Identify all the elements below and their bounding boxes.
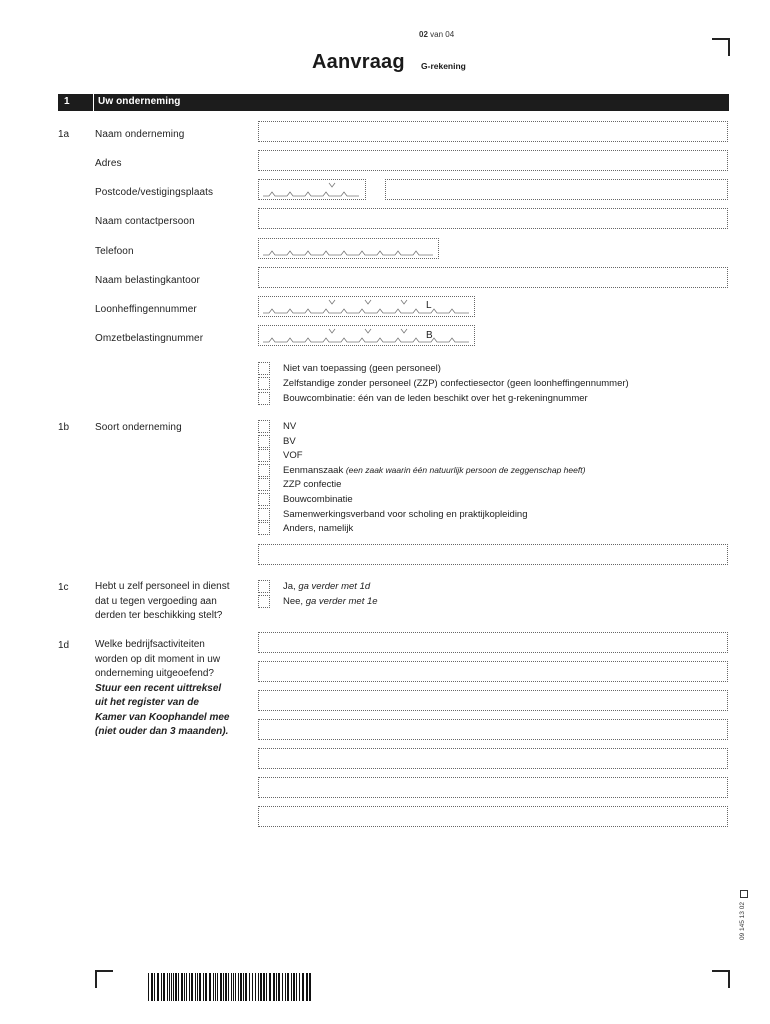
label-contactpersoon: Naam contactpersoon [95, 216, 195, 227]
kvk-note-line-1: Stuur een recent uittreksel [95, 682, 222, 694]
barcode-bar [238, 973, 239, 1001]
label-personeel-line-3: derden ter beschikking stelt? [95, 610, 223, 621]
barcode-bar [273, 973, 275, 1001]
barcode-bar [233, 973, 234, 1001]
page-title: Aanvraag [312, 51, 405, 73]
loonheffingennummer-field[interactable] [258, 296, 475, 317]
barcode-bar [245, 973, 247, 1001]
checkbox-nee[interactable] [258, 595, 270, 608]
barcode-bar [163, 973, 165, 1001]
question-number-1a: 1a [58, 129, 70, 140]
option-zzp-confectie: ZZP confectie [283, 479, 342, 490]
barcode [148, 973, 314, 1001]
checkbox-bouwcombinatie[interactable] [258, 493, 270, 506]
barcode-bar [199, 973, 201, 1001]
omzetbelastingnummer-field[interactable] [258, 325, 475, 346]
omzet-letter: B [426, 330, 433, 341]
section-number: 1 [64, 96, 70, 107]
barcode-bar [269, 973, 271, 1001]
checkbox-zzp[interactable] [258, 377, 270, 390]
barcode-bar [306, 973, 308, 1001]
label-bedrijfsactiviteiten [95, 638, 260, 740]
barcode-bar [220, 973, 222, 1001]
barcode-bar [243, 973, 244, 1001]
question-number-1d: 1d [58, 640, 70, 651]
option-eenmanszaak-note: (een zaak waarin één natuurlijk persoon de zeggenschap heeft) [345, 465, 586, 475]
barcode-bar [203, 973, 204, 1001]
barcode-bar [252, 973, 253, 1001]
telefoon-segments [259, 239, 438, 258]
barcode-bar [282, 973, 283, 1001]
barcode-bar [276, 973, 277, 1001]
side-form-code: 09 145 13 02 [739, 902, 746, 940]
barcode-bar [302, 973, 304, 1001]
postcode-field[interactable] [258, 179, 366, 200]
loonheffing-segments [259, 297, 474, 316]
barcode-bar [223, 973, 224, 1001]
barcode-bar [296, 973, 297, 1001]
omzet-segments [259, 326, 474, 345]
corner-mark-bottom-right [712, 970, 730, 988]
barcode-bar [209, 973, 211, 1001]
vestigingsplaats-field[interactable] [385, 179, 728, 200]
option-ja [283, 581, 370, 592]
checkbox-nv[interactable] [258, 420, 270, 433]
option-nee-text: Nee, [283, 596, 304, 607]
barcode-bar [154, 973, 155, 1001]
barcode-bar [197, 973, 198, 1001]
label-activiteiten-line-1: Welke bedrijfsactiviteiten [95, 639, 205, 650]
barcode-bar [148, 973, 149, 1001]
option-ja-text: Ja, [283, 581, 296, 592]
barcode-bar [171, 973, 172, 1001]
barcode-bar [228, 973, 229, 1001]
label-activiteiten-line-2: worden op dit moment in uw [95, 653, 221, 665]
section-divider [93, 94, 94, 111]
page-total: 04 [445, 30, 455, 39]
label-telefoon: Telefoon [95, 246, 134, 257]
question-number-1b: 1b [58, 422, 70, 433]
option-niet-van-toepassing: Niet van toepassing (geen personeel) [283, 363, 441, 374]
barcode-bar [151, 973, 153, 1001]
barcode-bar [291, 973, 292, 1001]
barcode-bar [175, 973, 177, 1001]
kvk-note-line-2: uit het register van de [95, 697, 199, 708]
barcode-bar [205, 973, 207, 1001]
section-header [58, 94, 729, 111]
label-activiteiten-line-3: onderneming uitgeoefend? [95, 668, 214, 679]
activiteiten-field-3[interactable] [258, 690, 728, 711]
barcode-bar [266, 973, 267, 1001]
barcode-bar [263, 973, 265, 1001]
barcode-bar [255, 973, 256, 1001]
checkbox-zzp-confectie[interactable] [258, 478, 270, 491]
barcode-bar [299, 973, 300, 1001]
contactpersoon-field[interactable] [258, 208, 728, 229]
checkbox-bv[interactable] [258, 435, 270, 448]
activiteiten-field-5[interactable] [258, 748, 728, 769]
barcode-bar [249, 973, 250, 1001]
question-number-1c: 1c [58, 582, 69, 593]
barcode-bar [293, 973, 295, 1001]
barcode-bar [213, 973, 214, 1001]
label-soort-onderneming: Soort onderneming [95, 422, 182, 433]
page-sep: van [430, 30, 444, 39]
barcode-bar [258, 973, 259, 1001]
option-eenmanszaak-text: Eenmanszaak [283, 465, 344, 476]
section-title: Uw onderneming [98, 96, 181, 107]
checkbox-eenmanszaak[interactable] [258, 464, 270, 477]
loonheffing-letter: L [426, 300, 432, 311]
kvk-note-line-3: Kamer van Koophandel mee [95, 711, 230, 723]
side-square-mark [740, 890, 748, 898]
barcode-bar [191, 973, 193, 1001]
option-nv: NV [283, 421, 297, 432]
naam-onderneming-field[interactable] [258, 121, 728, 142]
activiteiten-field-4[interactable] [258, 719, 728, 740]
label-postcode: Postcode/vestigingsplaats [95, 187, 214, 198]
option-vof: VOF [283, 450, 303, 461]
option-zzp: Zelfstandige zonder personeel (ZZP) confectiesector (geen loonheffingennummer) [283, 378, 629, 389]
checkbox-vof[interactable] [258, 449, 270, 462]
barcode-bar [186, 973, 187, 1001]
barcode-bar [285, 973, 286, 1001]
barcode-bar [231, 973, 232, 1001]
barcode-bar [278, 973, 280, 1001]
barcode-bar [181, 973, 183, 1001]
label-personeel-line-2: dat u tegen vergoeding aan [95, 595, 217, 607]
page-number [419, 30, 454, 39]
barcode-bar [167, 973, 168, 1001]
label-personeel-line-1: Hebt u zelf personeel in dienst [95, 581, 230, 592]
checkbox-samenwerkingsverband[interactable] [258, 508, 270, 521]
option-samenwerkingsverband: Samenwerkingsverband voor scholing en praktijkopleiding [283, 509, 528, 520]
barcode-bar [161, 973, 162, 1001]
activiteiten-field-6[interactable] [258, 777, 728, 798]
barcode-bar [195, 973, 196, 1001]
corner-mark-bottom-left [95, 970, 113, 988]
option-bouwcombinatie-lid: Bouwcombinatie: één van de leden beschikt over het g-rekeningnummer [283, 393, 588, 404]
barcode-bar [178, 973, 179, 1001]
label-naam-onderneming: Naam onderneming [95, 129, 185, 140]
option-bv: BV [283, 436, 296, 447]
option-nee-note: ga verder met 1e [305, 596, 378, 607]
barcode-bar [215, 973, 216, 1001]
option-nee [283, 596, 378, 607]
page-current: 02 [419, 30, 428, 39]
barcode-bar [157, 973, 159, 1001]
checkbox-bouwcombinatie-lid[interactable] [258, 392, 270, 405]
activiteiten-field-7[interactable] [258, 806, 728, 827]
adres-field[interactable] [258, 150, 728, 171]
barcode-bar [217, 973, 218, 1001]
barcode-bar [235, 973, 236, 1001]
activiteiten-field-1[interactable] [258, 632, 728, 653]
corner-mark-top-right [712, 38, 730, 56]
label-omzetbelastingnummer: Omzetbelastingnummer [95, 333, 204, 344]
barcode-bar [189, 973, 190, 1001]
option-anders: Anders, namelijk [283, 523, 354, 534]
barcode-bar [260, 973, 262, 1001]
checkbox-ja[interactable] [258, 580, 270, 593]
postcode-segments [259, 180, 365, 199]
barcode-bar [309, 973, 311, 1001]
barcode-bar [169, 973, 170, 1001]
kvk-note-line-4: (niet ouder dan 3 maanden). [95, 726, 229, 737]
option-eenmanszaak [283, 465, 585, 476]
checkbox-niet-van-toepassing[interactable] [258, 362, 270, 375]
barcode-bar [184, 973, 185, 1001]
option-bouwcombinatie: Bouwcombinatie [283, 494, 353, 505]
page-subtitle: G-rekening [421, 61, 466, 71]
label-loonheffingennummer: Loonheffingennummer [95, 304, 197, 315]
checkbox-anders[interactable] [258, 522, 270, 535]
activiteiten-field-2[interactable] [258, 661, 728, 682]
anders-namelijk-field[interactable] [258, 544, 728, 565]
label-belastingkantoor: Naam belastingkantoor [95, 275, 200, 286]
label-adres: Adres [95, 158, 122, 169]
belastingkantoor-field[interactable] [258, 267, 728, 288]
barcode-bar [225, 973, 227, 1001]
option-ja-note: ga verder met 1d [298, 581, 371, 592]
barcode-bar [173, 973, 174, 1001]
telefoon-field[interactable] [258, 238, 439, 259]
barcode-bar [287, 973, 289, 1001]
label-personeel-vraag [95, 580, 260, 624]
barcode-bar [240, 973, 242, 1001]
